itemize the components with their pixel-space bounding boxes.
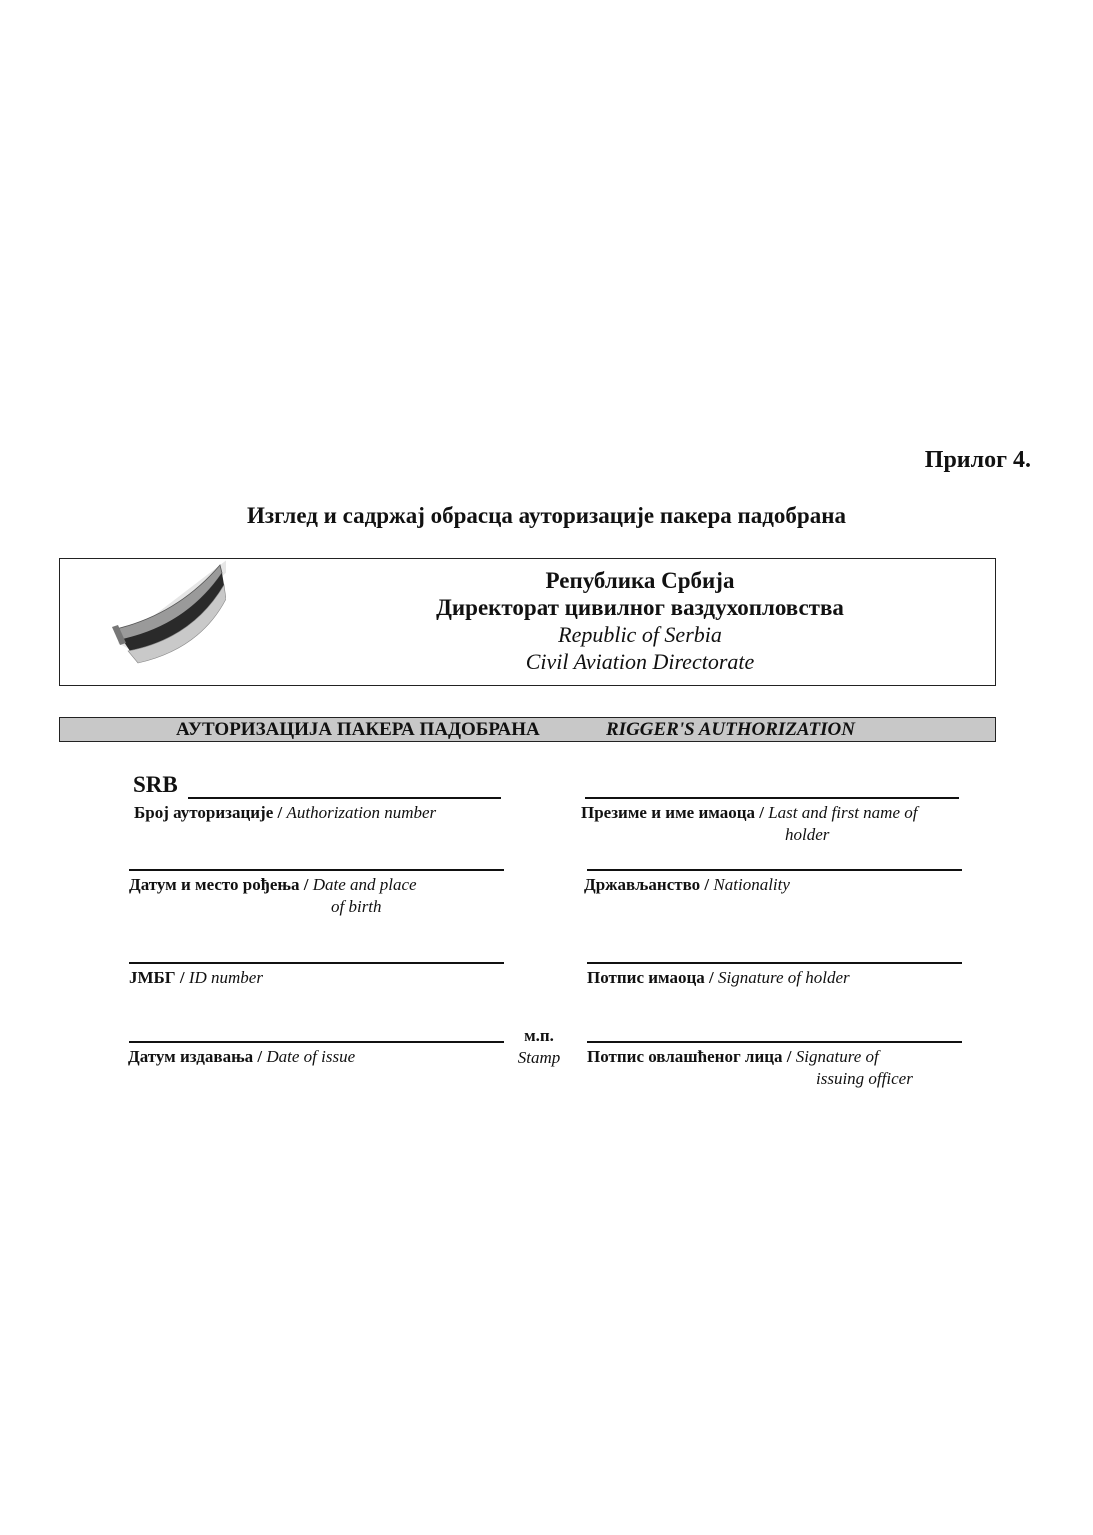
birth-line[interactable] xyxy=(129,869,504,871)
officer-signature-label: Потпис овлашћеног лица / Signature of issuing officer xyxy=(587,1047,913,1088)
header-line-4: Civil Aviation Directorate xyxy=(525,649,755,674)
holder-signature-line[interactable] xyxy=(587,962,962,964)
wing-logo-icon xyxy=(108,559,226,671)
authority-header xyxy=(59,558,996,686)
page-title: Изглед и садржај обрасца ауторизације пакера падобрана xyxy=(247,503,846,528)
stamp-label: м.п. Stamp xyxy=(517,1026,561,1067)
id-number-line[interactable] xyxy=(129,962,504,964)
header-line-1: Република Србија xyxy=(545,568,735,593)
annex-label: Прилог 4. xyxy=(924,447,1031,473)
id-number-label: ЈМБГ / ID number xyxy=(129,968,263,987)
birth-label: Датум и место рођења / Date and place of birth xyxy=(129,875,417,916)
form-title-banner xyxy=(59,717,996,742)
issue-date-label: Датум издавања / Date of issue xyxy=(128,1047,356,1066)
nationality-line[interactable] xyxy=(587,869,962,871)
srb-prefix: SRB xyxy=(133,772,178,797)
banner-title-english: RIGGER'S AUTHORIZATION xyxy=(606,719,855,740)
holder-name-line[interactable] xyxy=(585,797,959,799)
auth-number-line[interactable] xyxy=(188,797,501,799)
holder-signature-label: Потпис имаоца / Signature of holder xyxy=(587,968,850,987)
officer-signature-line[interactable] xyxy=(587,1041,962,1043)
holder-name-label: Презиме и име имаоца / Last and first name of holder xyxy=(581,803,918,844)
banner-title-serbian: АУТОРИЗАЦИЈА ПАКЕРА ПАДОБРАНА xyxy=(176,719,540,740)
auth-number-label: Број ауторизације / Authorization number xyxy=(134,803,437,822)
nationality-label: Држављанство / Nationality xyxy=(584,875,790,894)
issue-date-line[interactable] xyxy=(129,1041,504,1043)
header-line-2: Директорат цивилног ваздухопловства xyxy=(436,595,844,620)
authority-name xyxy=(360,567,920,675)
header-line-3: Republic of Serbia xyxy=(558,622,722,647)
